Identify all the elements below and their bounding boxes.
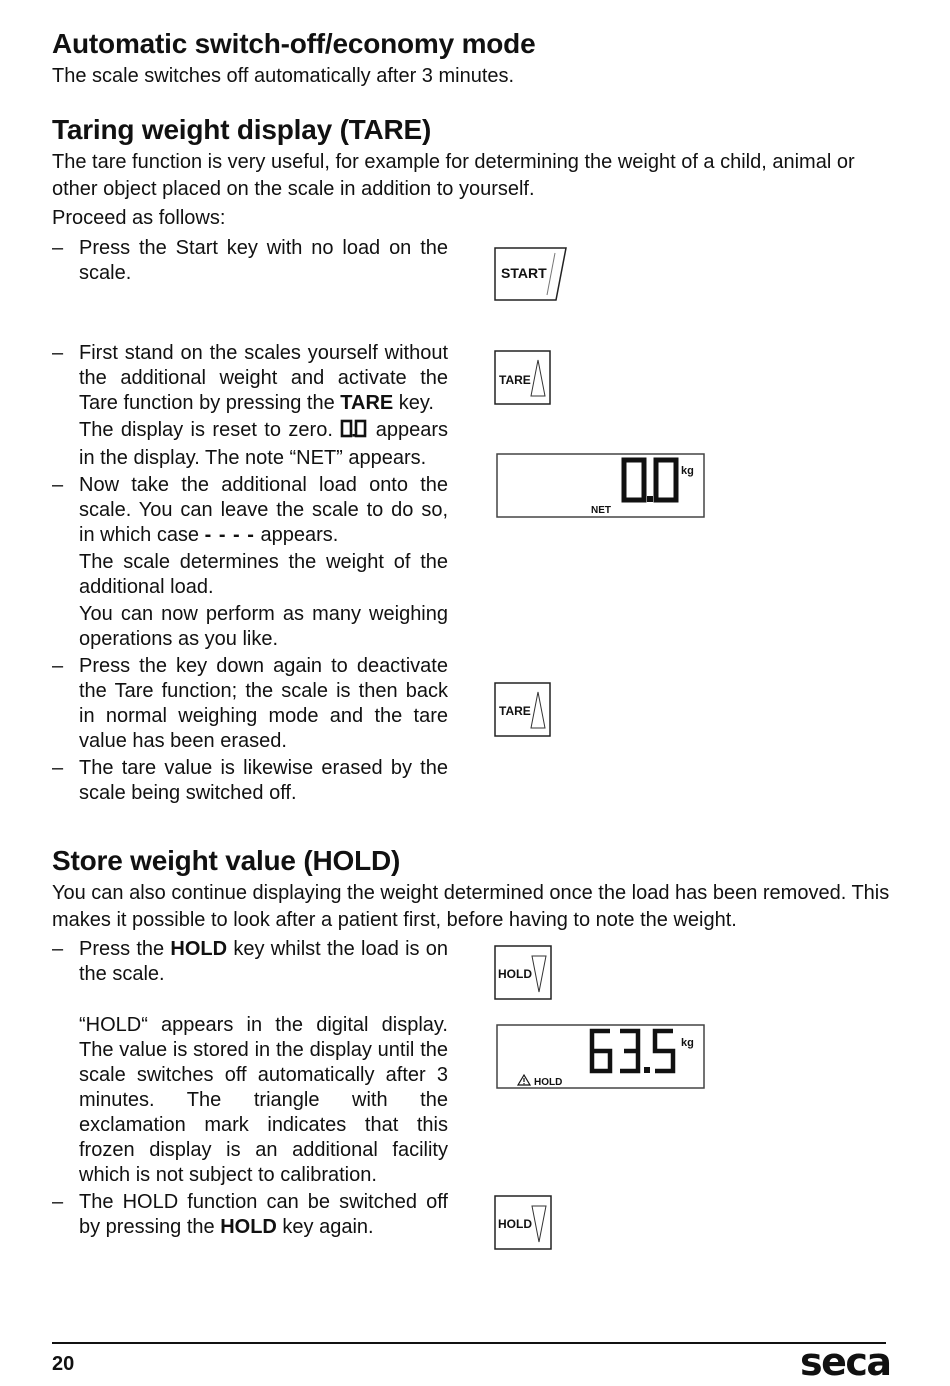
zero-display-inline	[340, 419, 368, 446]
list-dash: –	[52, 655, 64, 677]
tare-step-3	[52, 473, 448, 548]
tare-step-3-pre: Now take the additional load onto the scale. You can leave the scale to do so, in which case	[79, 474, 448, 546]
list-dash: –	[52, 342, 64, 364]
tare-key-2-label: TARE	[499, 704, 531, 718]
heading-tare: Taring weight display (TARE)	[52, 114, 432, 145]
heading-auto-off: Automatic switch-off/economy mode	[52, 28, 536, 59]
tare-key-2[interactable]	[494, 682, 552, 743]
tare-key[interactable]	[494, 350, 552, 411]
tare-step-2-pre: First stand on the scales yourself without the additional weight and activate the Tare function by pressing the	[79, 342, 448, 414]
hold-step-1-post: key whilst the load is on the scale.	[79, 938, 448, 985]
tare-step-2-sub-post: appears in the display. The note “NET” appears.	[79, 419, 448, 469]
hold-key-name: HOLD	[170, 938, 228, 960]
dashes-display-inline: - - - -	[204, 524, 255, 546]
start-key-label: START	[501, 265, 547, 281]
tare-step-2-sub	[52, 418, 448, 471]
list-dash: –	[52, 237, 64, 259]
hold-key-name-2: HOLD	[220, 1216, 277, 1238]
tare-step-2-sub-pre: The display is reset to zero.	[79, 419, 341, 441]
list-dash: –	[52, 474, 64, 496]
tare-step-5	[52, 756, 448, 806]
tare-step-4-text: Press the key down again to deactivate the Tare function; the scale is then back in normal weighing mode and the tare value has been erased.	[79, 655, 448, 752]
tare-display-unit: kg	[681, 465, 694, 477]
tare-step-5-text: The tare value is likewise erased by the scale being switched off.	[79, 757, 448, 804]
hold-key[interactable]	[494, 945, 554, 1006]
hold-key-2-label: HOLD	[498, 1217, 532, 1231]
tare-display-net: NET	[591, 505, 611, 516]
tare-steps	[52, 341, 448, 806]
auto-off-text: The scale switches off automatically after 3 minutes.	[52, 65, 515, 87]
tare-step-2	[52, 341, 448, 416]
start-key[interactable]	[494, 247, 568, 308]
tare-step-4	[52, 654, 448, 754]
hold-step-1-sub-block	[52, 1013, 448, 1240]
page-number: 20	[52, 1353, 75, 1375]
hold-key-label: HOLD	[498, 967, 532, 981]
tare-key-name: TARE	[340, 392, 394, 414]
hold-key-2[interactable]	[494, 1195, 554, 1256]
hold-step-1-pre: Press the	[79, 938, 171, 960]
hold-step-2-pre: The HOLD function can be switched off by pressing the	[79, 1191, 448, 1238]
list-dash: –	[52, 938, 64, 960]
hold-intro: You can also continue displaying the weight determined once the load has been removed. This makes it possible to look after a patient first, before having to note the weight.	[52, 882, 890, 931]
hold-step-1	[52, 937, 448, 987]
hold-step-2	[52, 1190, 448, 1240]
tare-step-1-text: Press the Start key with no load on the scale.	[79, 237, 448, 284]
tare-key-label: TARE	[499, 373, 531, 387]
footer-rule	[52, 1342, 886, 1344]
list-dash: –	[52, 1191, 64, 1213]
heading-hold: Store weight value (HOLD)	[52, 845, 401, 876]
list-dash: –	[52, 757, 64, 779]
tare-step-3-post: appears.	[254, 524, 339, 546]
tare-intro: The tare function is very useful, for example for determining the weight of a child, animal or other object placed on the scale in addition to yourself.	[52, 151, 855, 200]
hold-step-2-post: key again.	[276, 1216, 374, 1238]
tare-proceed: Proceed as follows:	[52, 207, 226, 229]
hold-display-note: HOLD	[534, 1077, 563, 1088]
hold-step-1-sub: “HOLD“ appears in the digital display. The value is stored in the display until the scale switches off automatically after 3 minutes. The triangle with the exclamation mark indicates that this frozen display is an additional facility which is not subject to calibration.	[79, 1014, 448, 1186]
tare-display	[496, 453, 706, 524]
tare-step-1	[52, 236, 448, 286]
hold-display	[496, 1024, 706, 1095]
tare-step-2-post: key.	[393, 392, 434, 414]
tare-step-3-sub-1: The scale determines the weight of the additional load.	[79, 551, 448, 598]
seca-logo: seca	[800, 1340, 891, 1384]
hold-display-unit: kg	[681, 1037, 694, 1049]
tare-step-3-sub-2: You can now perform as many weighing operations as you like.	[79, 603, 448, 650]
